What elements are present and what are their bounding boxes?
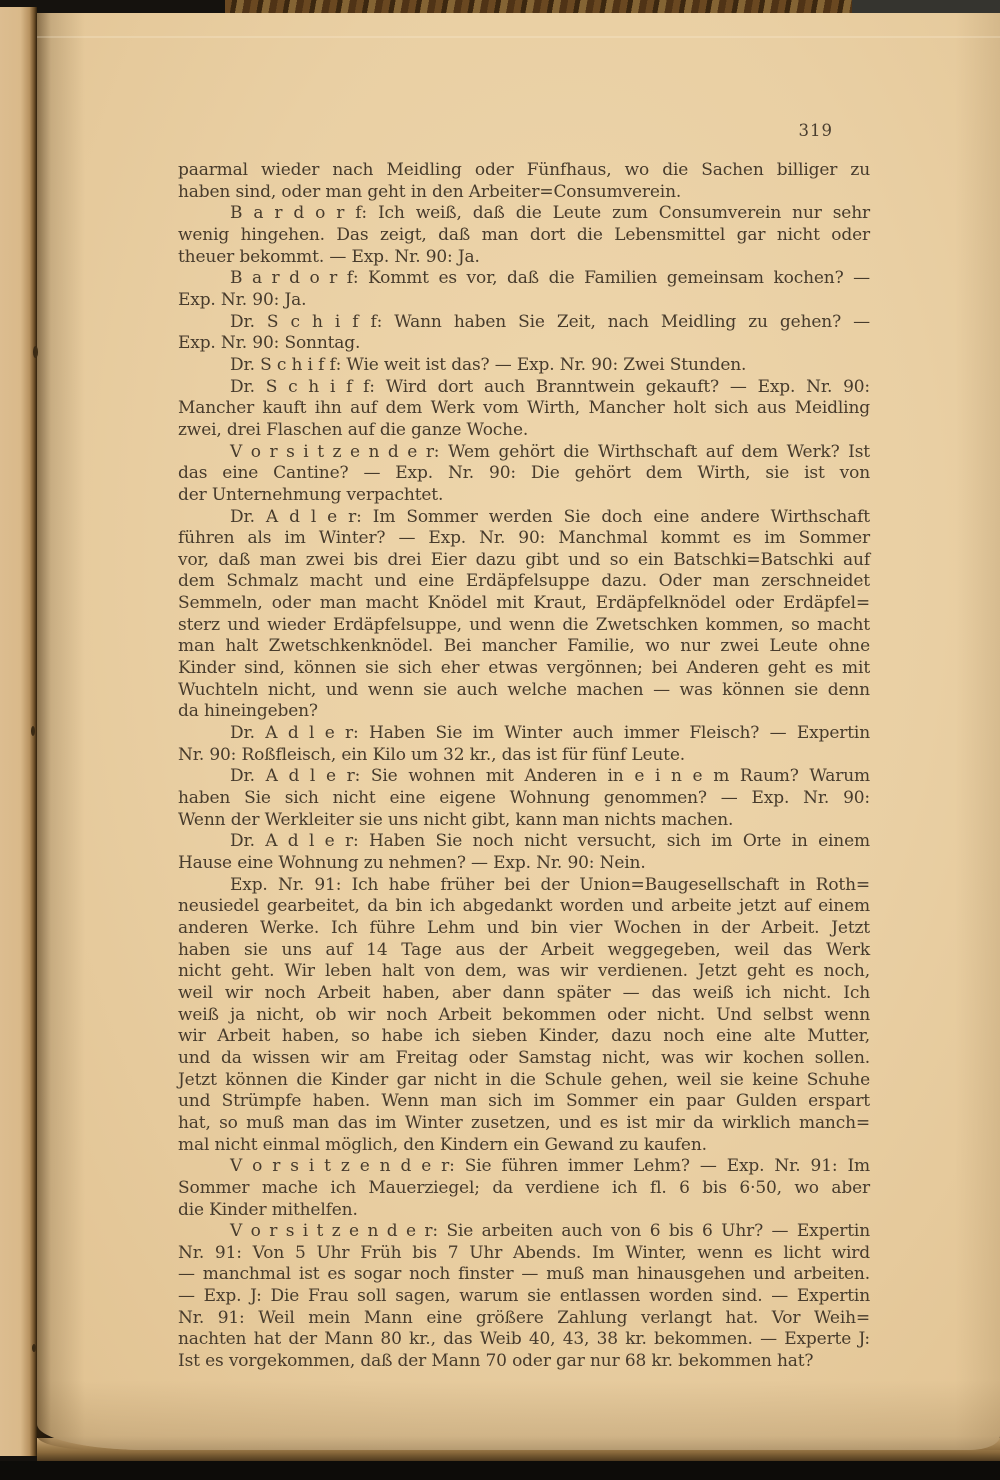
text-line: V o r s i t z e n d e r: Sie arbeiten auch von 6 bis 6 Uhr? — Expertin <box>230 1221 870 1242</box>
text-line: und da wissen wir am Freitag oder Samstag nicht, was wir kochen sollen. <box>178 1047 870 1068</box>
text-line: und Strümpfe haben. Wenn man sich im Sommer ein paar Gulden erspart <box>178 1091 870 1112</box>
text-line: Dr. A d l e r: Im Sommer werden Sie doch eine andere Wirthschaft <box>230 506 870 527</box>
text-line: Dr. S c h i f f: Wie weit ist das? — Exp. Nr. 90: Zwei Stunden. <box>230 354 747 375</box>
page-top-edge-highlight <box>37 36 1000 38</box>
text-line: Dr. S c h i f f: Wann haben Sie Zeit, nach Meidling zu gehen? — <box>230 311 870 332</box>
text-line: — manchmal ist es sogar noch finster — muß man hinausgehen und arbeiten. <box>178 1264 870 1285</box>
text-line: weiß ja nicht, ob wir noch Arbeit bekommen oder nicht. Und selbst wenn <box>178 1004 870 1025</box>
text-line: Kinder sind, können sie sich eher etwas vergönnen; bei Anderen geht es mit <box>178 658 870 679</box>
text-line: zwei, drei Flaschen auf die ganze Woche. <box>178 419 529 440</box>
text-line: mal nicht einmal möglich, den Kindern ein Gewand zu kaufen. <box>178 1134 707 1155</box>
book-page <box>37 13 1000 1450</box>
bottom-backdrop <box>0 1461 1000 1480</box>
ink-speck <box>32 1344 36 1352</box>
text-line: wenig hingehen. Das zeigt, daß man dort die Lebensmittel gar nicht oder <box>178 224 870 245</box>
text-line: Nr. 90: Roßfleisch, ein Kilo um 32 kr., das ist für fünf Leute. <box>178 744 686 765</box>
text-block <box>178 160 870 1373</box>
text-line: man halt Zwetschkenknödel. Bei mancher Familie, wo nur zwei Leute ohne <box>178 636 870 657</box>
text-line: Mancher kauft ihn auf dem Werk vom Wirth, Mancher holt sich aus Meidling <box>178 398 870 419</box>
text-line: sterz und wieder Erdäpfelsuppe, und wenn die Zwetschken kommen, so macht <box>178 614 870 635</box>
text-line: haben Sie sich nicht eine eigene Wohnung genommen? — Exp. Nr. 90: <box>178 788 870 809</box>
text-line: haben sie uns auf 14 Tage aus der Arbeit weggegeben, weil das Werk <box>178 939 870 960</box>
text-line: anderen Werke. Ich führe Lehm und bin vier Wochen in der Arbeit. Jetzt <box>178 917 870 938</box>
text-line: vor, daß man zwei bis drei Eier dazu gibt und so ein Batschki=Batschki auf <box>178 549 870 570</box>
text-line: führen als im Winter? — Exp. Nr. 90: Manchmal kommt es im Sommer <box>178 528 870 549</box>
text-line: weil wir noch Arbeit haben, aber dann später — das weiß ich nicht. Ich <box>178 982 870 1003</box>
text-line: Ist es vorgekommen, daß der Mann 70 oder gar nur 68 kr. bekommen hat? <box>178 1351 814 1372</box>
text-line: Exp. Nr. 90: Sonntag. <box>178 333 361 354</box>
text-line: Wuchteln nicht, und wenn sie auch welche machen — was können sie denn <box>178 679 870 700</box>
text-line: paarmal wieder nach Meidling oder Fünfhaus, wo die Sachen billiger zu <box>178 160 870 180</box>
ink-speck <box>33 346 38 358</box>
text-line: B a r d o r f: Ich weiß, daß die Leute zum Consumverein nur sehr <box>230 203 870 224</box>
text-line: neusiedel gearbeitet, da bin ich abgedankt worden und arbeite jetzt auf einem <box>178 896 870 917</box>
text-line: wir Arbeit haben, so habe ich sieben Kinder, dazu noch eine alte Mutter, <box>178 1026 870 1047</box>
text-line: V o r s i t z e n d e r: Sie führen immer Lehm? — Exp. Nr. 91: Im <box>230 1156 870 1177</box>
page-number: 319 <box>798 121 833 140</box>
text-line: Dr. A d l e r: Sie wohnen mit Anderen in e i n e m Raum? Warum <box>230 766 870 787</box>
text-line: nicht geht. Wir leben halt von dem, was wir verdienen. Jetzt geht es noch, <box>178 961 870 982</box>
text-line: die Kinder mithelfen. <box>178 1199 358 1220</box>
text-line: Exp. Nr. 91: Ich habe früher bei der Union=Baugesellschaft in Roth= <box>230 874 870 895</box>
text-line: Nr. 91: Weil mein Mann eine größere Zahlung verlangt hat. Vor Weih= <box>178 1307 870 1328</box>
text-line: Dr. S c h i f f: Wird dort auch Branntwein gekauft? — Exp. Nr. 90: <box>230 376 870 397</box>
text-line: Sommer mache ich Mauerziegel; da verdiene ich fl. 6 bis 6·50, wo aber <box>178 1177 870 1198</box>
text-line: theuer bekommt. — Exp. Nr. 90: Ja. <box>178 246 480 267</box>
ink-speck <box>31 726 35 736</box>
text-line: hat, so muß man das im Winter zusetzen, und es ist mir da wirklich manch= <box>178 1112 870 1133</box>
text-line: haben sind, oder man geht in den Arbeiter=Consumverein. <box>178 181 682 202</box>
text-line: der Unternehmung verpachtet. <box>178 484 444 505</box>
text-line: da hineingeben? <box>178 701 318 722</box>
text-line: Exp. Nr. 90: Ja. <box>178 289 307 310</box>
text-line: V o r s i t z e n d e r: Wem gehört die Wirthschaft auf dem Werk? Ist <box>230 441 870 462</box>
text-line: das eine Cantine? — Exp. Nr. 90: Die gehört dem Wirth, sie ist von <box>178 463 870 484</box>
text-line: Dr. A d l e r: Haben Sie noch nicht versucht, sich im Orte in einem <box>230 831 870 852</box>
text-line: nachten hat der Mann 80 kr., das Weib 40, 43, 38 kr. bekommen. — Experte J: <box>178 1329 870 1350</box>
text-line: Wenn der Werkleiter sie uns nicht gibt, kann man nichts machen. <box>178 809 734 830</box>
text-line: Nr. 91: Von 5 Uhr Früh bis 7 Uhr Abends. Im Winter, wenn es licht wird <box>178 1242 870 1263</box>
text-line: Dr. A d l e r: Haben Sie im Winter auch immer Fleisch? — Expertin <box>230 723 870 744</box>
text-line: B a r d o r f: Kommt es vor, daß die Familien gemeinsam kochen? — <box>230 268 870 289</box>
text-line: Semmeln, oder man macht Knödel mit Kraut, Erdäpfelknödel oder Erdäpfel= <box>178 593 870 614</box>
text-line: Jetzt können die Kinder gar nicht in die Schule gehen, weil sie keine Schuhe <box>178 1069 870 1090</box>
text-line: Hause eine Wohnung zu nehmen? — Exp. Nr. 90: Nein. <box>178 853 646 873</box>
text-line: — Exp. J: Die Frau soll sagen, warum sie entlassen worden sind. — Expertin <box>178 1286 870 1307</box>
text-line: dem Schmalz macht und eine Erdäpfelsuppe dazu. Oder man zerschneidet <box>178 571 870 592</box>
